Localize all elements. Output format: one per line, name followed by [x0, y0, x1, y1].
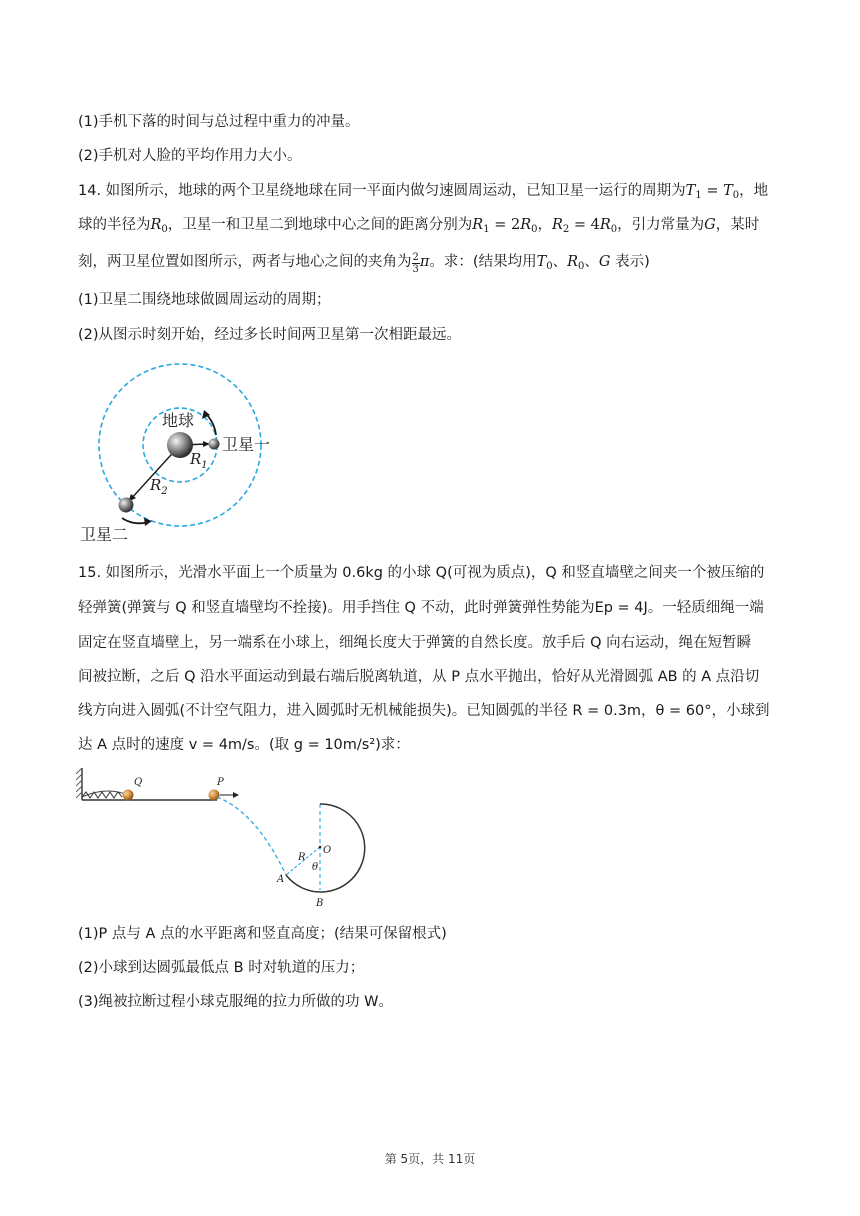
q14-text-1a: 14. 如图所示，地球的两个卫星绕地球在同一平面内做匀速圆周运动，已知卫星一运行的周期为 — [78, 183, 686, 199]
q14-line-1: 14. 如图所示，地球的两个卫星绕地球在同一平面内做匀速圆周运动，已知卫星一运行的周期为$T_1 = T_0$，地 — [78, 183, 769, 201]
ball-p — [209, 790, 220, 801]
q15-line-3: 固定在竖直墙壁上，另一端系在小球上，细绳长度大于弹簧的自然长度。放手后 Q 向右运动，绳在短暂瞬 — [78, 635, 752, 651]
q15-line-5: 线方向进入圆弧(不计空气阻力，进入圆弧时无机械能损失)。已知圆弧的半径 R = 0.3m，θ = 60°，小球到 — [78, 703, 770, 719]
q14-text-2e: ，某时 — [715, 217, 760, 233]
spring — [82, 792, 122, 798]
q14-text-1b: ，地 — [739, 183, 769, 199]
q15-line-1: 15. 如图所示，光滑水平面上一个质量为 0.6kg 的小球 Q(可视为质点)，Q 和竖直墙壁之间夹一个被压缩的 — [78, 565, 765, 581]
label-b: B — [316, 898, 324, 909]
q14-text-3e: 表示) — [610, 254, 650, 270]
sat1-label: 卫星一 — [222, 435, 271, 454]
q14-item-1: (1)卫星二围绕地球做圆周运动的周期； — [78, 292, 331, 308]
label-theta: θ — [312, 862, 319, 873]
q15-line-6: 达 A 点时的速度 v = 4m/s。(取 g = 10m/s²)求： — [78, 737, 410, 753]
page-footer: 第 5页，共 11页 — [384, 1152, 476, 1166]
q14-text-2b: ，卫星一和卫星二到地球中心之间的距离分别为 — [167, 217, 473, 233]
projectile-arc-figure — [76, 762, 386, 910]
r1-label: $R_1$ — [190, 450, 208, 471]
satellite-one — [209, 439, 220, 450]
satellite-two — [119, 498, 134, 513]
q14-item-2: (2)从图示时刻开始，经过多长时间两卫星第一次相距最远。 — [78, 327, 462, 343]
earth-label: 地球 — [162, 411, 195, 430]
q13-item-1: (1)手机下落的时间与总过程中重力的冲量。 — [78, 114, 360, 130]
q14-text-3d: 、 — [584, 254, 599, 270]
label-q: Q — [134, 777, 143, 788]
q15-line-2: 轻弹簧(弹簧与 Q 和竖直墙壁均不拴接)。用手挡住 Q 不动，此时弹簧弹性势能为Ep = 4J。一轻质细绳一端 — [78, 600, 764, 616]
q14-text-2c: ， — [537, 217, 552, 233]
q14-text-3b: 。求：(结果均用 — [429, 254, 537, 270]
q15-item-1: (1)P 点与 A 点的水平距离和竖直高度；(结果可保留根式) — [78, 926, 447, 942]
q14-line-2: 球的半径为$R_0$，卫星一和卫星二到地球中心之间的距离分别为$R_1 = 2R_0$，$R_2 = 4R_0$，引力常量为G，某时 — [78, 217, 760, 235]
satellite-orbit-figure — [76, 360, 276, 550]
label-a: A — [277, 874, 285, 885]
q14-text-2d: ，引力常量为 — [617, 217, 705, 233]
q14-text-3a: 刻，两卫星位置如图所示，两者与地心之间的夹角为 — [78, 254, 412, 270]
center-o — [319, 846, 322, 849]
r2-label: $R_2$ — [150, 476, 168, 497]
ball-q — [123, 790, 134, 801]
q13-item-2: (2)手机对人脸的平均作用力大小。 — [78, 148, 302, 164]
q15-item-2: (2)小球到达圆弧最低点 B 时对轨道的压力； — [78, 960, 365, 976]
q14-line-3: 刻，两卫星位置如图所示，两者与地心之间的夹角为 $\frac{2}{3}$ π。求：(结果均用$T_0$、$R_0$、G 表示) — [78, 252, 650, 275]
sat2-label: 卫星二 — [80, 525, 129, 544]
q15-item-3: (3)绳被拉断过程小球克服绳的拉力所做的功 W。 — [78, 994, 393, 1010]
label-r: R — [298, 852, 306, 863]
label-o: O — [323, 845, 332, 856]
q15-line-4: 间被拉断，之后 Q 沿水平面运动到最右端后脱离轨道，从 P 点水平抛出，恰好从光滑圆弧 AB 的 A 点沿切 — [78, 669, 760, 685]
q14-text-3c: 、 — [552, 254, 568, 270]
fraction-two-thirds: $\frac{2}{3}$ — [412, 252, 419, 275]
label-p: P — [217, 777, 224, 788]
trajectory — [217, 797, 286, 875]
q14-text-2a: 球的半径为 — [78, 217, 151, 233]
